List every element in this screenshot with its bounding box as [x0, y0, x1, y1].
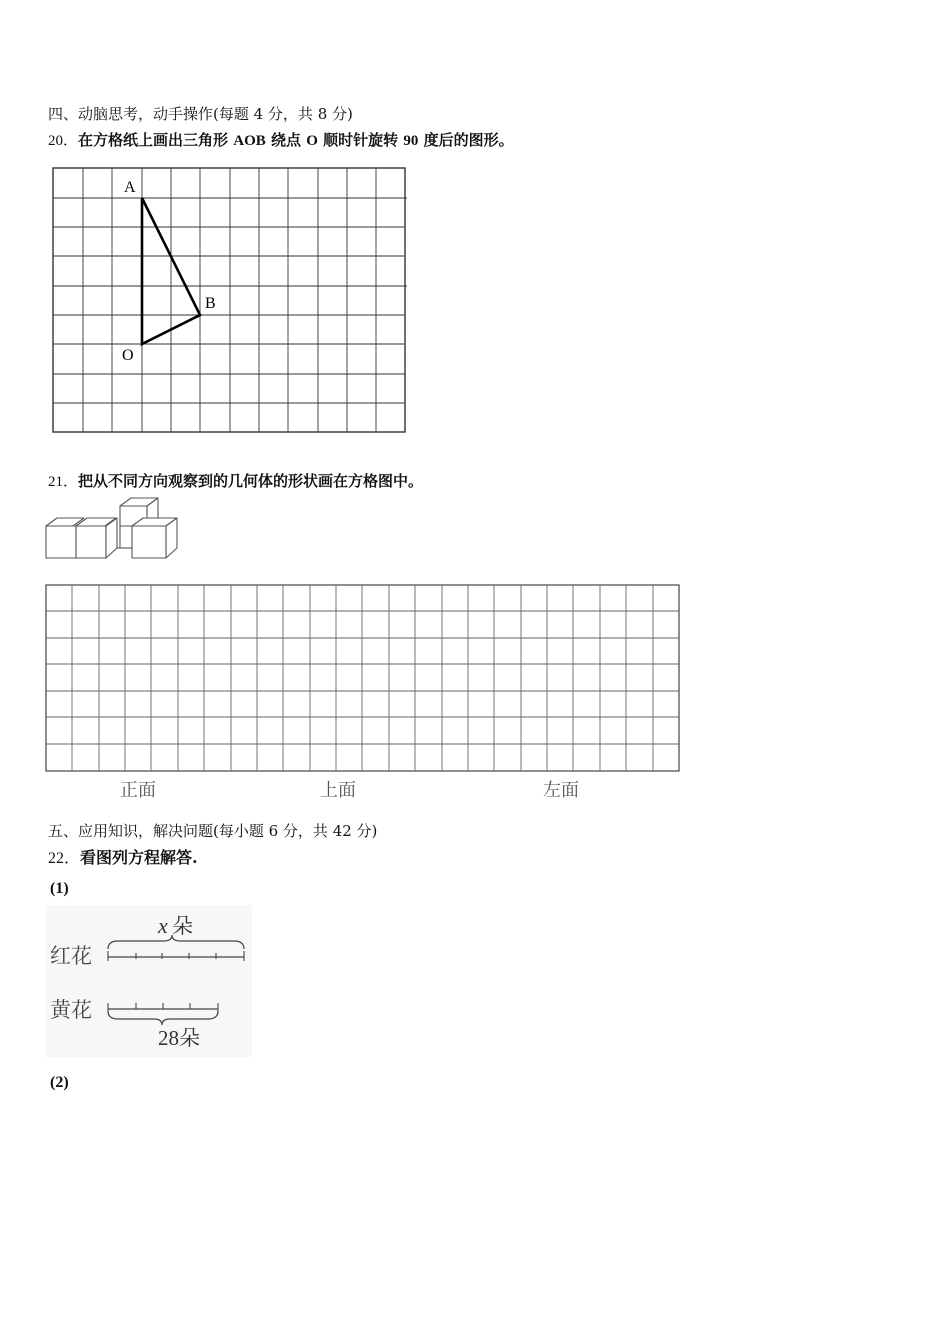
- point-o-label: O: [122, 347, 134, 364]
- question-20-text-a: 在方格纸上画出三角形: [78, 131, 234, 149]
- top-view-label: 上面: [320, 780, 356, 801]
- question-20-number: 20．: [48, 133, 79, 149]
- red-label: 红花: [50, 944, 92, 968]
- front-view-label: 正面: [120, 780, 156, 801]
- section-four-heading-text: 四、动脑思考，动手操作(每题 4 分，共 8 分): [48, 105, 353, 123]
- views-grid: [44, 582, 684, 776]
- question-21-number: 21．: [48, 474, 79, 490]
- question-22-part-2: (2): [50, 1074, 69, 1091]
- question-21-text: 把从不同方向观察到的几何体的形状画在方格图中。: [78, 472, 424, 490]
- views-grid-lines: [46, 585, 679, 771]
- question-20-text-d: O: [306, 133, 318, 149]
- rotation-grid: [50, 165, 410, 437]
- point-a-label: A: [124, 179, 136, 196]
- flower-line-diagram: [46, 905, 252, 1057]
- question-21: [48, 470, 423, 491]
- question-20-text-c: 绕点: [265, 131, 307, 149]
- question-20-text-f: 90: [403, 133, 419, 149]
- question-20-text-g: 度后的图形。: [418, 131, 514, 149]
- yellow-label: 黄花: [50, 998, 92, 1022]
- question-22-text: 看图列方程解答.: [80, 848, 198, 867]
- cube-solid-figure: [44, 496, 184, 562]
- yellow-total: 28朵: [158, 1026, 200, 1050]
- section-five-heading: [48, 820, 377, 841]
- question-22-part-1: (1): [50, 880, 69, 897]
- question-20-text-b: AOB: [233, 133, 266, 149]
- point-b-label: B: [205, 295, 216, 312]
- section-five-heading-text: 五、应用知识，解决问题(每小题 6 分，共 42 分): [48, 822, 378, 840]
- question-22-number: 22．: [48, 850, 81, 867]
- red-total-var: x: [158, 913, 168, 938]
- section-four-heading: [48, 103, 353, 124]
- question-20-text-e: 顺时针旋转: [317, 131, 404, 149]
- red-total-unit: 朵: [172, 914, 193, 938]
- rotation-grid-lines: [53, 168, 407, 432]
- question-22: [48, 845, 198, 868]
- question-20: [48, 129, 514, 150]
- left-view-label: 左面: [543, 780, 579, 801]
